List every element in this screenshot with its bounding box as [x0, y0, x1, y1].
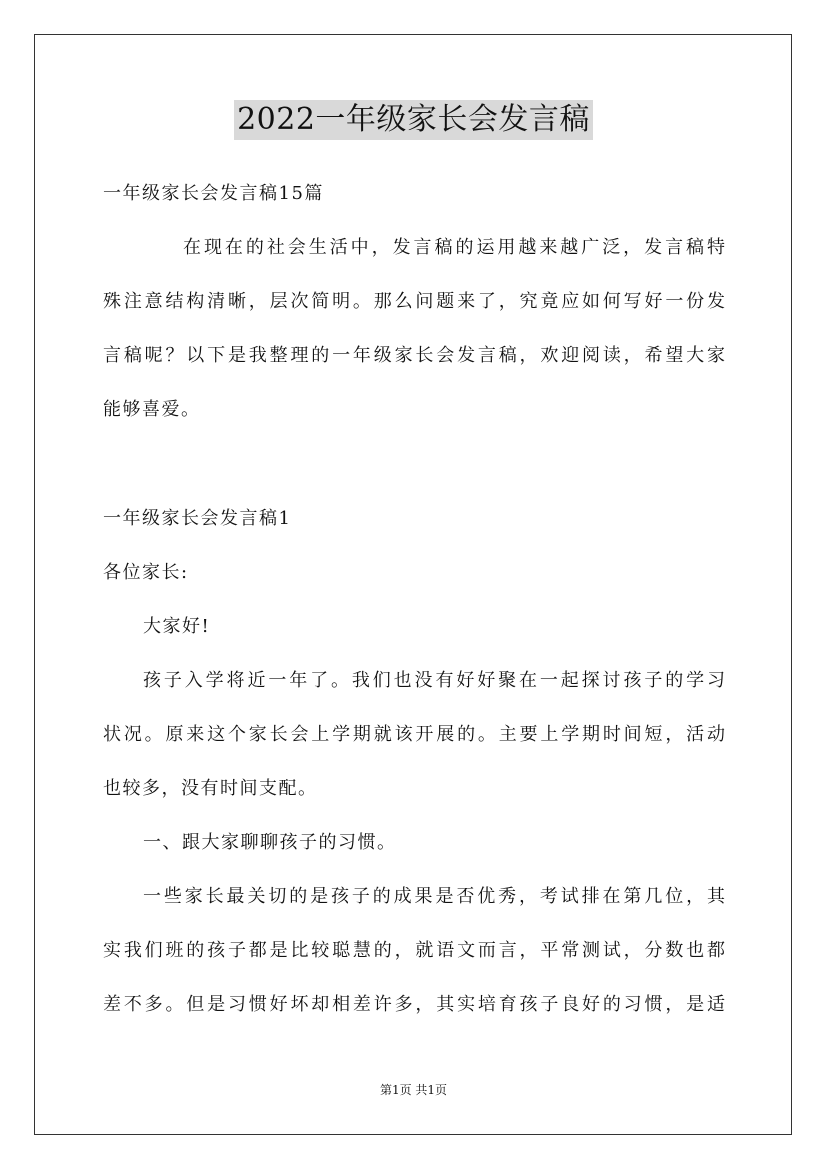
document-subtitle: 一年级家长会发言稿15篇 [103, 183, 324, 204]
document-title: 2022一年级家长会发言稿 [234, 100, 593, 140]
section-heading: 一年级家长会发言稿1 [103, 508, 292, 529]
intro-line-2: 殊注意结构清晰，层次简明。那么问题来了，究竟应如何写好一份发 [103, 291, 725, 312]
page-number-label: 第1页 共1页 [379, 1083, 448, 1097]
salutation: 各位家长: [103, 562, 189, 583]
intro-line-3: 言稿呢？以下是我整理的一年级家长会发言稿，欢迎阅读，希望大家 [103, 345, 725, 366]
intro-line-4: 能够喜爱。 [103, 399, 201, 420]
para1-line-1: 孩子入学将近一年了。我们也没有好好聚在一起探讨孩子的学习 [143, 670, 725, 691]
para1-line-3: 也较多，没有时间支配。 [103, 778, 318, 799]
para2-line-2: 实我们班的孩子都是比较聪慧的，就语文而言，平常测试，分数也都 [103, 940, 725, 961]
para2-line-3: 差不多。但是习惯好坏却相差许多，其实培育孩子良好的习惯，是适 [103, 994, 725, 1015]
greeting: 大家好! [143, 616, 211, 637]
point-one-heading: 一、跟大家聊聊孩子的习惯。 [143, 832, 397, 853]
intro-line-1: 在现在的社会生活中，发言稿的运用越来越广泛，发言稿特 [183, 237, 725, 258]
page-footer [0, 1082, 827, 1098]
title-container [0, 100, 827, 140]
para2-line-1: 一些家长最关切的是孩子的成果是否优秀，考试排在第几位，其 [143, 886, 725, 907]
para1-line-2: 状况。原来这个家长会上学期就该开展的。主要上学期时间短，活动 [103, 724, 725, 745]
